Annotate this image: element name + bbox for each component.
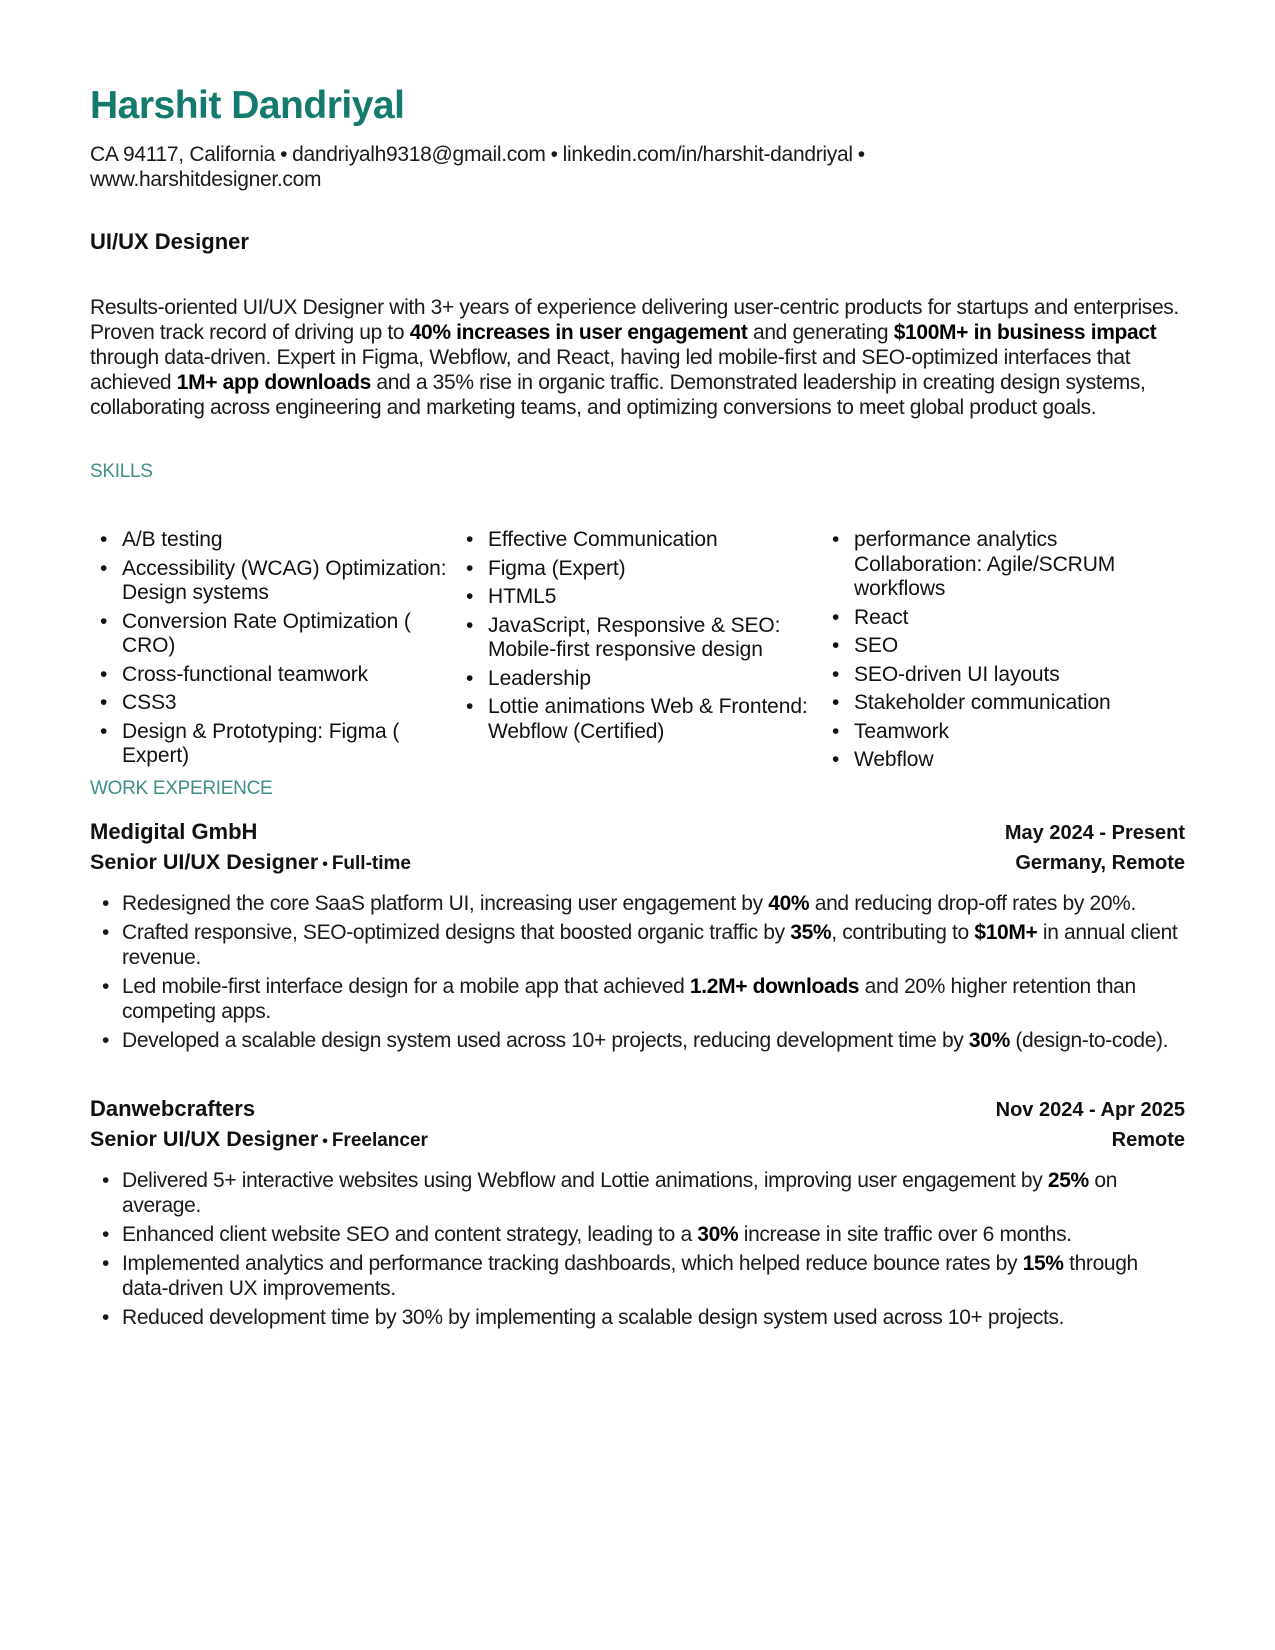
contact-separator: • <box>550 143 558 166</box>
achievement-bullet <box>90 1305 1185 1330</box>
candidate-name: Harshit Dandriyal <box>90 84 405 127</box>
highlighted-metric: 1M+ app downloads <box>176 371 371 394</box>
skills-column-1 <box>90 528 456 777</box>
highlighted-metric: 25% <box>1047 1169 1089 1192</box>
skill-item: • Teamwork <box>822 720 1185 745</box>
company-name: Danwebcrafters <box>90 1096 256 1121</box>
skill-item: • Conversion Rate Optimization ( CRO) <box>90 610 456 659</box>
job-bullets <box>90 1168 1185 1330</box>
job-entry <box>90 817 1185 1057</box>
skill-item: • Figma (Expert) <box>456 557 822 582</box>
skill-item: • Leadership <box>456 667 822 692</box>
role-separator: • <box>322 1133 328 1150</box>
contact-website[interactable]: www.harshitdesigner.com <box>90 168 322 191</box>
text-run: through data-driven. Expert in Figma, Webflow, and React, having led mobile-first and SEO-optimized interfaces that achieved <box>90 346 1131 394</box>
job-location: Remote <box>1111 1129 1185 1151</box>
skills-section-title: SKILLS <box>90 461 153 482</box>
text-run: Developed a scalable design system used across 10+ projects, reducing development time by <box>122 1029 969 1052</box>
job-bullets <box>90 891 1185 1053</box>
skill-item: • Design & Prototyping: Figma ( Expert) <box>90 720 456 769</box>
contact-linkedin[interactable]: linkedin.com/in/harshit-dandriyal <box>562 143 853 166</box>
text-run: Implemented analytics and performance tracking dashboards, which helped reduce bounce rates by <box>122 1252 1023 1275</box>
skill-item: • performance analytics Collaboration: Agile/SCRUM workflows <box>822 528 1185 602</box>
job-header-row <box>90 1094 1185 1125</box>
text-run: Reduced development time by 30% by implementing a scalable design system used across 10+ projects. <box>122 1306 1065 1329</box>
skills-column-3 <box>822 528 1185 777</box>
highlighted-metric: 40% increases in user engagement <box>409 321 748 344</box>
text-run: on average. <box>122 1169 1118 1217</box>
text-run: and 20% higher retention than competing apps. <box>122 975 1136 1023</box>
role-separator: • <box>322 856 328 873</box>
skills-column-2 <box>456 528 822 777</box>
skill-item: • Lottie animations Web & Frontend: Webflow (Certified) <box>456 695 822 744</box>
contact-location: CA 94117, California <box>90 143 276 166</box>
job-dates: May 2024 - Present <box>1004 822 1185 844</box>
skill-item: • Webflow <box>822 748 1185 773</box>
achievement-bullet <box>90 974 1185 1024</box>
job-role <box>90 848 411 879</box>
text-run: through data-driven UX improvements. <box>122 1252 1138 1300</box>
text-run: in annual client revenue. <box>122 921 1178 969</box>
job-role-row <box>90 1125 1185 1156</box>
text-run: Crafted responsive, SEO-optimized designs that boosted organic traffic by <box>122 921 791 944</box>
achievement-bullet <box>90 891 1185 916</box>
skill-item: • HTML5 <box>456 585 822 610</box>
job-role-row <box>90 848 1185 879</box>
text-run: and generating <box>747 321 894 344</box>
highlighted-metric: 15% <box>1022 1252 1064 1275</box>
contact-separator: • <box>857 143 865 166</box>
highlighted-metric: 35% <box>790 921 832 944</box>
skills-list <box>90 528 1185 777</box>
achievement-bullet <box>90 1251 1185 1301</box>
job-location: Germany, Remote <box>1015 852 1185 874</box>
skill-item: • A/B testing <box>90 528 456 553</box>
job-title: Senior UI/UX Designer <box>90 1127 319 1151</box>
job-entry <box>90 1094 1185 1334</box>
highlighted-metric: 1.2M+ downloads <box>689 975 860 998</box>
text-run: increase in site traffic over 6 months. <box>738 1223 1072 1246</box>
work-experience-section-title: WORK EXPERIENCE <box>90 778 273 799</box>
contact-line <box>90 142 990 192</box>
highlighted-metric: 30% <box>968 1029 1010 1052</box>
skill-item: • React <box>822 606 1185 631</box>
skill-item: • CSS3 <box>90 691 456 716</box>
text-run: Led mobile-first interface design for a mobile app that achieved <box>122 975 690 998</box>
contact-separator: • <box>280 143 288 166</box>
skill-item: • Cross-functional teamwork <box>90 663 456 688</box>
job-role <box>90 1125 428 1156</box>
text-run: Enhanced client website SEO and content strategy, leading to a <box>122 1223 698 1246</box>
highlighted-metric: $100M+ in business impact <box>893 321 1157 344</box>
text-run: and a 35% rise in organic traffic. Demonstrated leadership in creating design systems, collaborating across engineering and marketing teams, and optimizing conversions to meet global product goals. <box>90 371 1146 419</box>
achievement-bullet <box>90 1222 1185 1247</box>
text-run: Delivered 5+ interactive websites using Webflow and Lottie animations, improving user engagement by <box>122 1169 1048 1192</box>
achievement-bullet <box>90 1028 1185 1053</box>
skill-item: • Accessibility (WCAG) Optimization: Design systems <box>90 557 456 606</box>
job-header-row <box>90 817 1185 848</box>
employment-type: Freelancer <box>331 1130 428 1151</box>
skill-item: • JavaScript, Responsive & SEO: Mobile-first responsive design <box>456 614 822 663</box>
job-dates: Nov 2024 - Apr 2025 <box>995 1099 1185 1121</box>
summary-paragraph <box>90 295 1185 420</box>
highlighted-metric: 40% <box>768 892 810 915</box>
headline: UI/UX Designer <box>90 229 249 254</box>
text-run: , contributing to <box>831 921 975 944</box>
text-run: and reducing drop-off rates by 20%. <box>809 892 1136 915</box>
job-title: Senior UI/UX Designer <box>90 850 319 874</box>
achievement-bullet <box>90 920 1185 970</box>
company-name: Medigital GmbH <box>90 819 258 844</box>
text-run: (design-to-code). <box>1009 1029 1169 1052</box>
employment-type: Full-time <box>331 853 411 874</box>
skill-item: • Effective Communication <box>456 528 822 553</box>
highlighted-metric: 30% <box>697 1223 739 1246</box>
skill-item: • Stakeholder communication <box>822 691 1185 716</box>
text-run: Results-oriented UI/UX Designer with 3+ years of experience delivering user-centric products for startups and enterprises. Proven track record of driving up to <box>90 296 1179 344</box>
contact-email[interactable]: dandriyalh9318@gmail.com <box>292 143 546 166</box>
text-run: Redesigned the core SaaS platform UI, increasing user engagement by <box>122 892 769 915</box>
achievement-bullet <box>90 1168 1185 1218</box>
highlighted-metric: $10M+ <box>974 921 1038 944</box>
skill-item: • SEO <box>822 634 1185 659</box>
skill-item: • SEO-driven UI layouts <box>822 663 1185 688</box>
